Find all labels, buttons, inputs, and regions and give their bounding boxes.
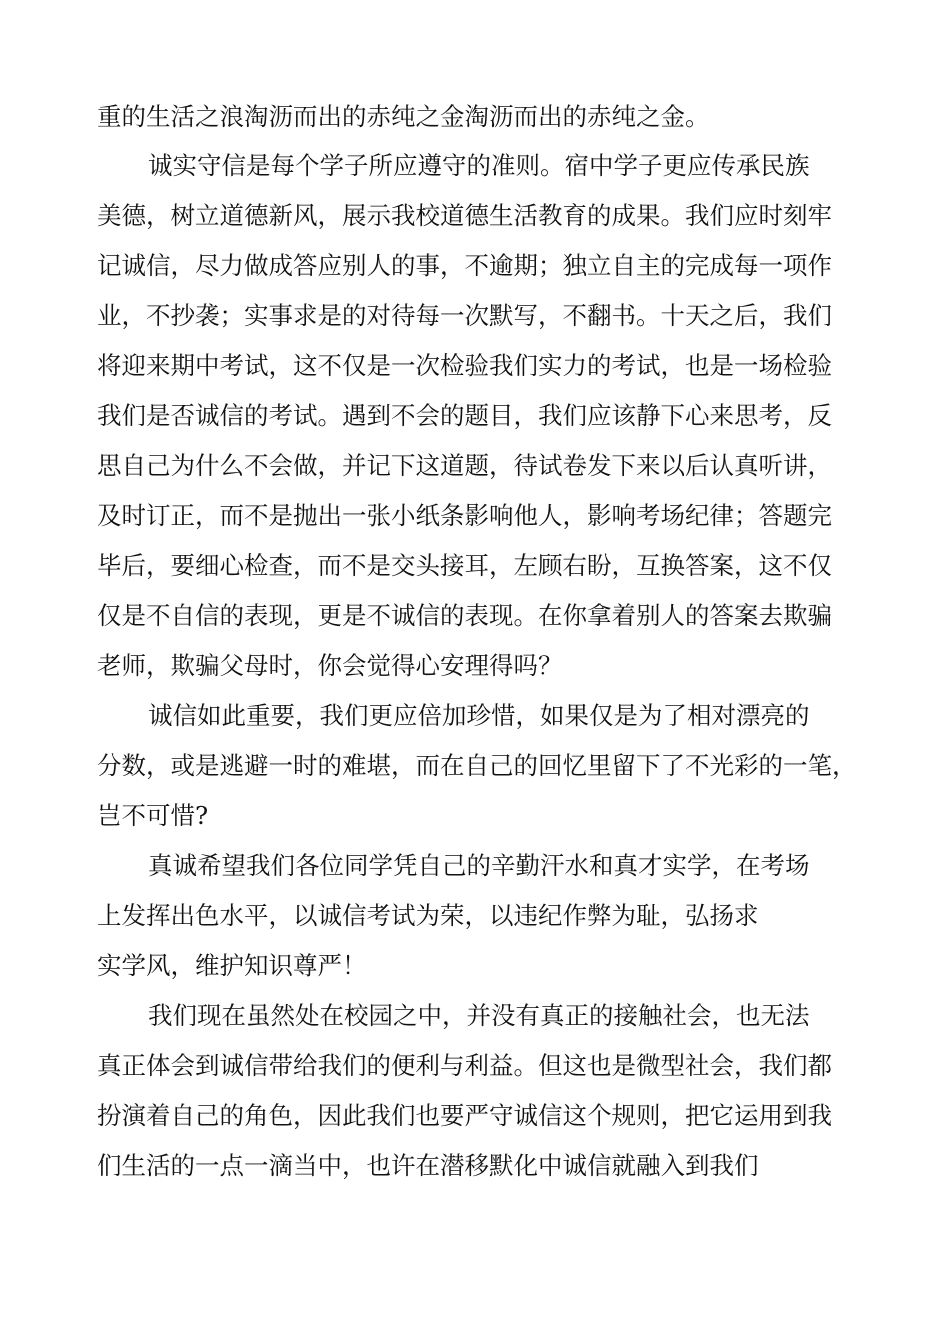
text-line: 美德，树立道德新风，展示我校道德生活教育的成果。我们应时刻牢 <box>97 201 832 230</box>
text-line: 们生活的一点一滴当中，也许在潜移默化中诚信就融入到我们 <box>97 1151 759 1180</box>
text-line: 记诚信，尽力做成答应别人的事，不逾期；独立自主的完成每一项作 <box>97 251 832 280</box>
text-line: 毕后，要细心检查，而不是交头接耳，左顾右盼，互换答案，这不仅 <box>97 551 832 580</box>
text-line: 及时订正，而不是抛出一张小纸条影响他人，影响考场纪律；答题完 <box>97 501 832 530</box>
text-line: 思自己为什么不会做，并记下这道题，待试卷发下来以后认真听讲， <box>97 451 832 480</box>
paragraph-start-line: 我们现在虽然处在校园之中，并没有真正的接触社会，也无法 <box>148 1001 810 1030</box>
paragraph-start-line: 真诚希望我们各位同学凭自己的辛勤汗水和真才实学，在考场 <box>148 851 810 880</box>
text-line: 分数，或是逃避一时的难堪，而在自己的回忆里留下了不光彩的一笔， <box>97 751 857 780</box>
paragraph-start-line: 诚实守信是每个学子所应遵守的准则。宿中学子更应传承民族 <box>148 151 810 180</box>
text-line: 业，不抄袭；实事求是的对待每一次默写，不翻书。十天之后，我们 <box>97 301 832 330</box>
text-line: 老师，欺骗父母时，你会觉得心安理得吗？ <box>97 651 563 680</box>
text-line: 我们是否诚信的考试。遇到不会的题目，我们应该静下心来思考，反 <box>97 401 832 430</box>
text-line: 将迎来期中考试，这不仅是一次检验我们实力的考试，也是一场检验 <box>97 351 832 380</box>
text-line: 重的生活之浪淘沥而出的赤纯之金淘沥而出的赤纯之金。 <box>97 102 710 131</box>
paragraph-start-line: 诚信如此重要，我们更应倍加珍惜，如果仅是为了相对漂亮的 <box>148 701 810 730</box>
text-line: 仅是不自信的表现，更是不诚信的表现。在你拿着别人的答案去欺骗 <box>97 601 832 630</box>
text-line: 实学风，维护知识尊严！ <box>97 951 367 980</box>
text-line: 上发挥出色水平，以诚信考试为荣，以违纪作弊为耻，弘扬求 <box>97 901 759 930</box>
text-line: 真正体会到诚信带给我们的便利与利益。但这也是微型社会，我们都 <box>97 1051 832 1080</box>
text-line: 岂不可惜? <box>97 801 209 830</box>
text-line: 扮演着自己的角色，因此我们也要严守诚信这个规则，把它运用到我 <box>97 1101 832 1130</box>
